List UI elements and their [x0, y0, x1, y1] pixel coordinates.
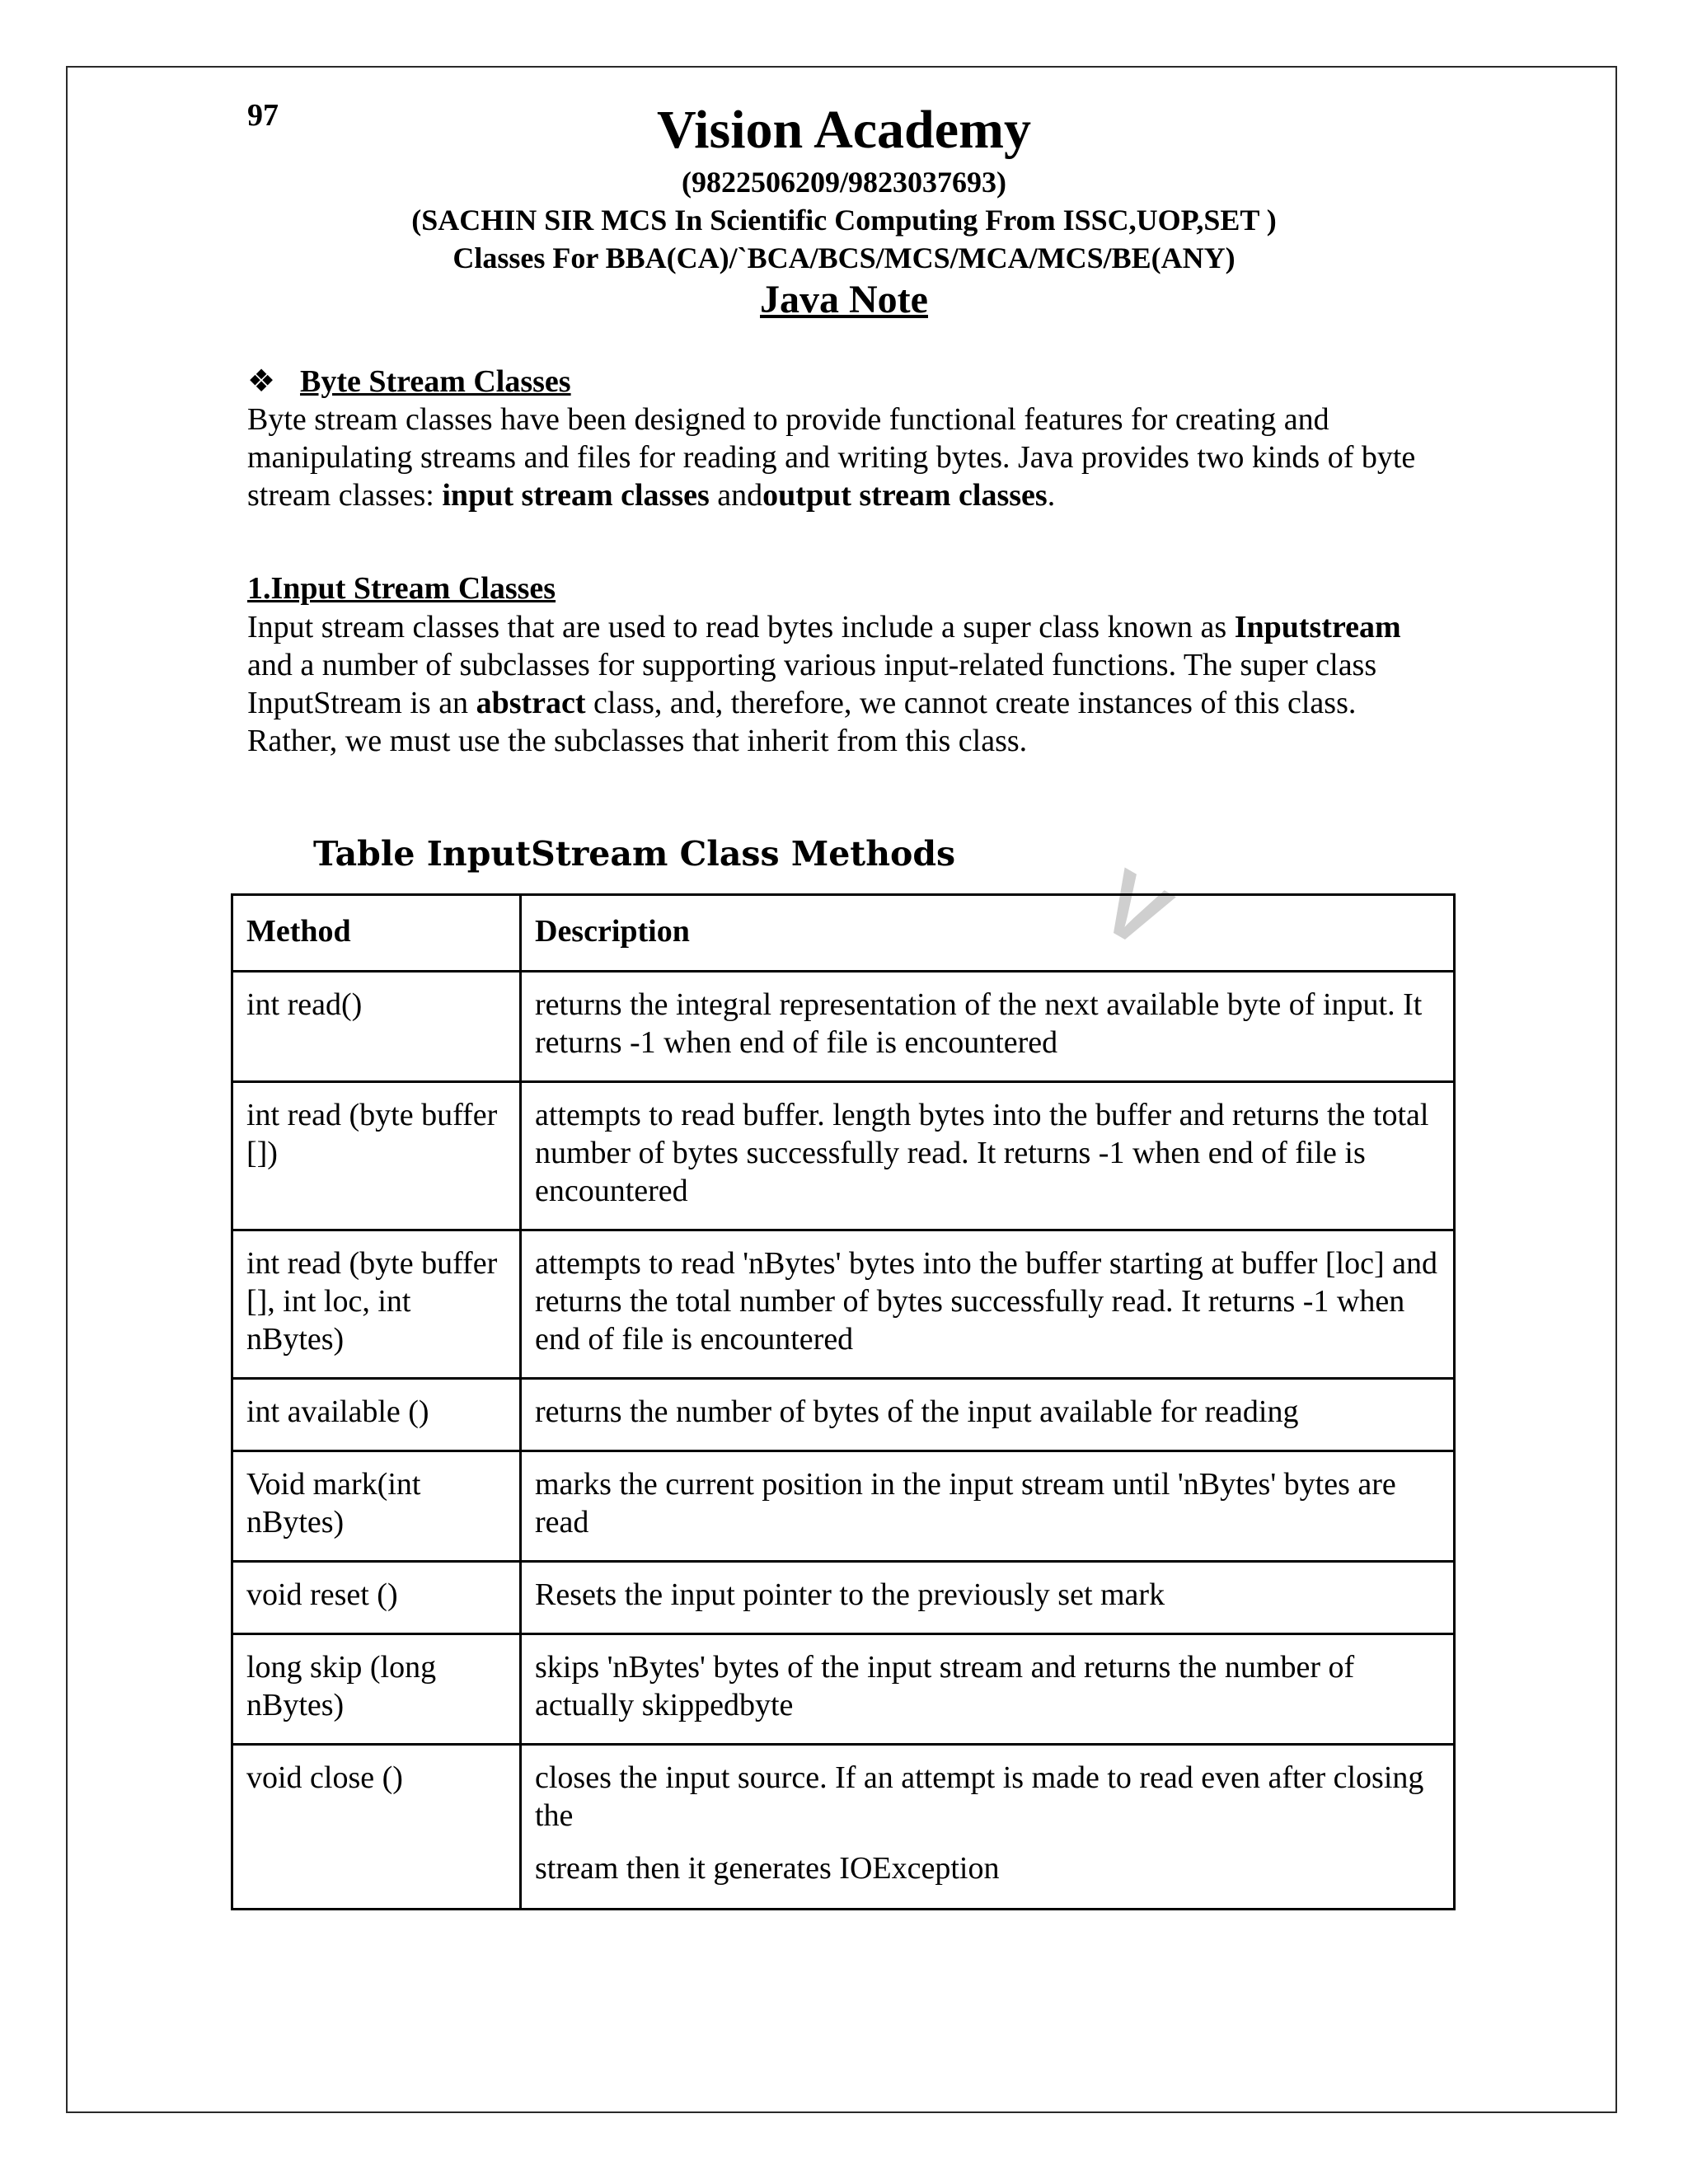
- table-row: [232, 1082, 1455, 1230]
- section-heading: [247, 363, 571, 400]
- method-cell: int read (byte buffer []): [232, 1082, 521, 1230]
- method-cell: int read (byte buffer [], int loc, int nBytes): [232, 1230, 521, 1379]
- header-description: Description: [521, 895, 1455, 972]
- academy-credentials: (SACHIN SIR MCS In Scientific Computing From ISSC,UOP,SET ): [411, 204, 1277, 237]
- page-number: 97: [247, 98, 279, 133]
- table-row: [232, 1634, 1455, 1745]
- table-row: [232, 1745, 1455, 1910]
- header-method: Method: [232, 895, 521, 972]
- input-b1: Inputstream: [1234, 610, 1401, 644]
- academy-phone: (9822506209/9823037693): [682, 166, 1006, 199]
- para-text: Byte stream classes have been designed to provide functional features for creating and manipulating streams and files for reading and writing bytes. Java provides two kinds of byte stream classes:: [247, 402, 1416, 513]
- watermark: V: [1083, 850, 1187, 969]
- description-cell: attempts to read 'nBytes' bytes into the buffer starting at buffer [loc] and returns the total number of bytes successfully read. It returns -1 when end of file is encountered: [521, 1230, 1455, 1379]
- section-heading-text: Byte Stream Classes: [300, 364, 571, 399]
- subject-title: Java Note: [760, 278, 928, 321]
- table-row: [232, 1451, 1455, 1562]
- methods-table: [231, 893, 1456, 1910]
- method-cell: long skip (long nBytes): [232, 1634, 521, 1745]
- description-cell: returns the number of bytes of the input available for reading: [521, 1379, 1455, 1451]
- method-cell: void close (): [232, 1745, 521, 1910]
- description-text: closes the input source. If an attempt is made to read even after closing the: [535, 1760, 1424, 1833]
- input-p1: Input stream classes that are used to read bytes include a super class known as: [247, 610, 1235, 644]
- method-cell: Void mark(int nBytes): [232, 1451, 521, 1562]
- diamond-bullet-icon: ❖: [247, 364, 276, 399]
- para-bold-output: output stream classes: [762, 478, 1048, 513]
- table-row: [232, 1230, 1455, 1379]
- table-caption: Table InputStream Class Methods: [313, 834, 956, 874]
- table-row: [232, 972, 1455, 1082]
- academy-title: Vision Academy: [656, 100, 1032, 160]
- para-bold-input: input stream classes: [442, 478, 710, 513]
- input-stream-heading: 1.Input Stream Classes: [247, 571, 556, 606]
- table-row: [232, 1562, 1455, 1634]
- method-cell: void reset (): [232, 1562, 521, 1634]
- byte-stream-paragraph: [247, 401, 1451, 514]
- description-cell: skips 'nBytes' bytes of the input stream and returns the number of actually skippedbyte: [521, 1634, 1455, 1745]
- description-cell: returns the integral representation of the next available byte of input. It returns -1 when end of file is encountered: [521, 972, 1455, 1082]
- table-row: [232, 1379, 1455, 1451]
- academy-classes: Classes For BBA(CA)/`BCA/BCS/MCS/MCA/MCS/BE(ANY): [452, 241, 1236, 274]
- para-mid: and: [709, 478, 763, 513]
- method-cell: int available (): [232, 1379, 521, 1451]
- input-p2: and a number of subclasses for supporting various input-related functions. The super class InputStream is an: [247, 648, 1377, 720]
- input-b2: abstract: [476, 686, 586, 720]
- input-p3: class, and, therefore, we cannot create instances of this class. Rather, we must use the subclasses that inherit from this class.: [247, 686, 1357, 758]
- description-cell: Resets the input pointer to the previously set mark: [521, 1562, 1455, 1634]
- input-stream-paragraph: [247, 608, 1451, 760]
- description-cell: marks the current position in the input stream until 'nBytes' bytes are read: [521, 1451, 1455, 1562]
- table-header-row: [232, 895, 1455, 972]
- description-cell: [521, 1745, 1455, 1910]
- description-cell: attempts to read buffer. length bytes into the buffer and returns the total number of bytes successfully read. It returns -1 when end of file is encountered: [521, 1082, 1455, 1230]
- description-extra-text: stream then it generates IOException: [535, 1851, 1000, 1886]
- method-cell: int read(): [232, 972, 521, 1082]
- para-end: .: [1047, 478, 1056, 513]
